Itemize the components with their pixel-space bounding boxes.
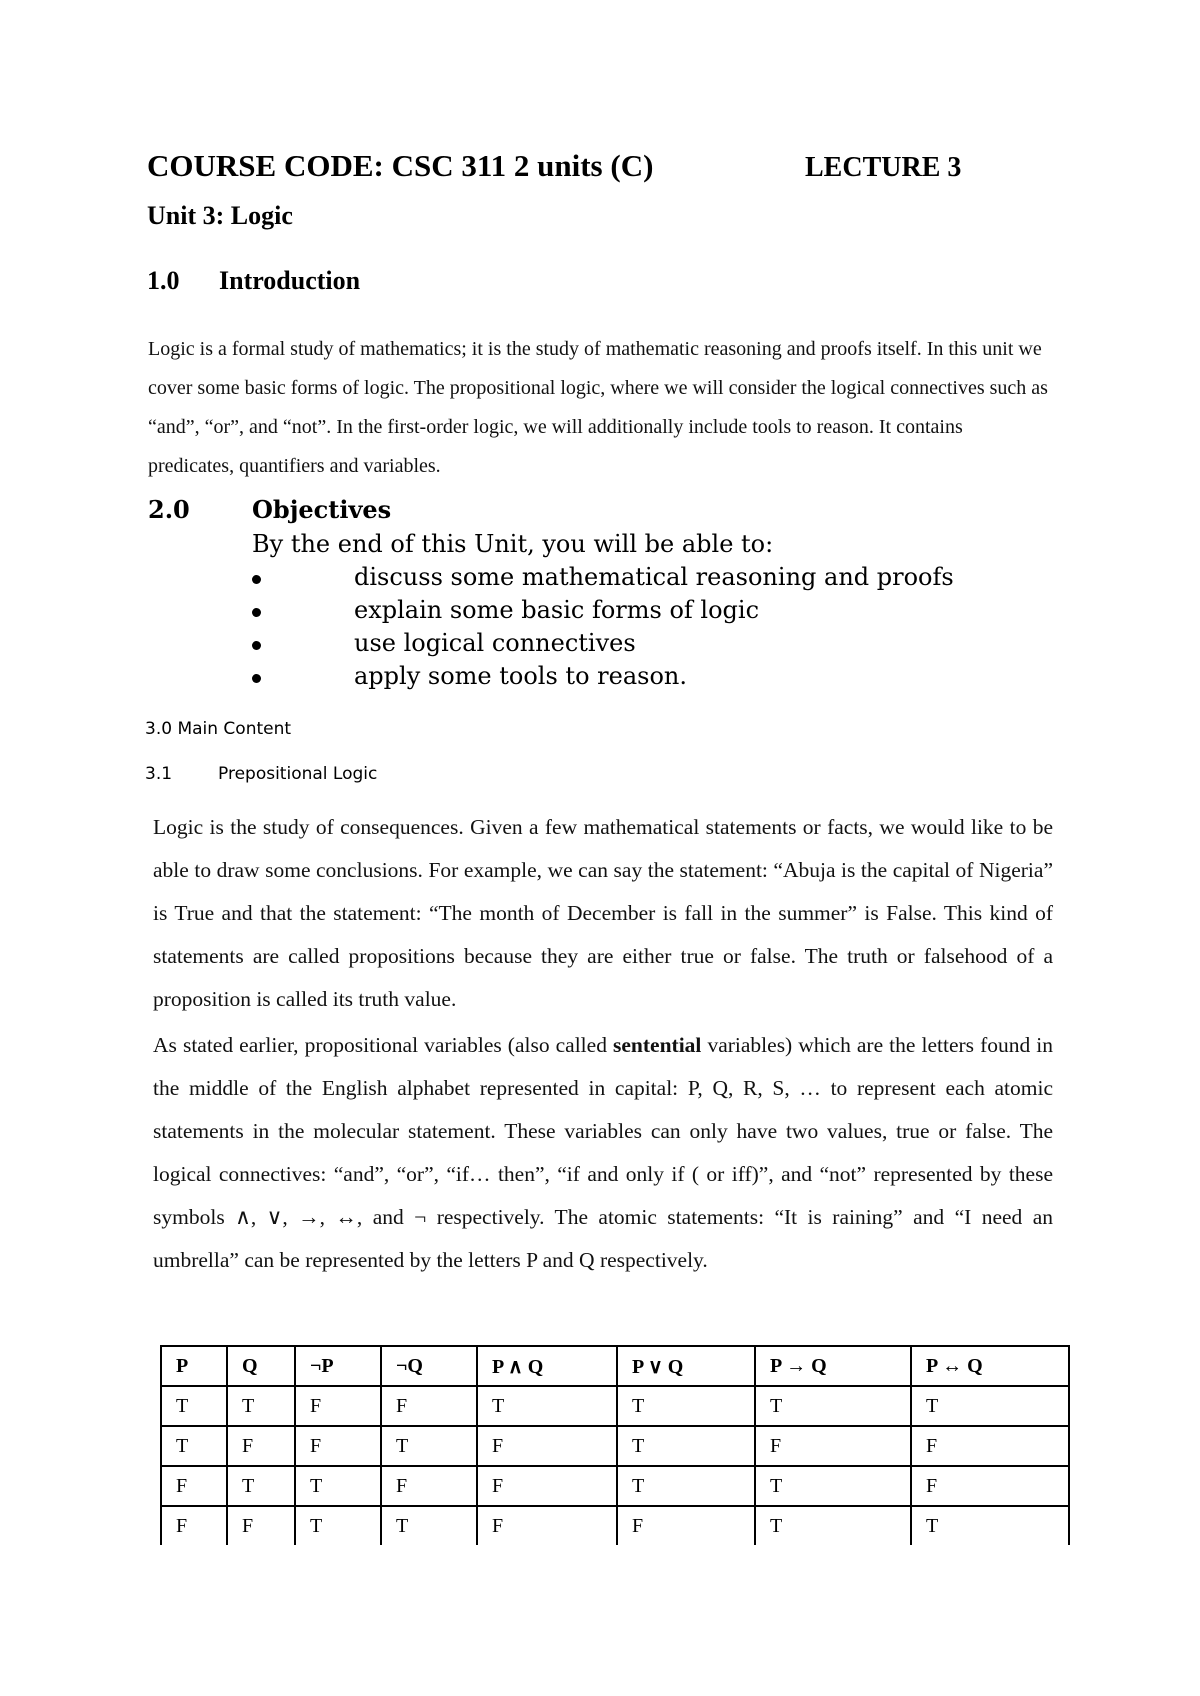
- table-row: [161, 1466, 1069, 1506]
- propositions-paragraph: Logic is the study of consequences. Given a few mathematical statements or facts, we would like to be able to draw some conclusions. For example, we can say the statement: “Abuja is the capital of Nigeria” is True and that the statement: “The month of December is fall in the summer” is False. This kind of statements are called propositions because they are either true or false. The truth or falsehood of a proposition is called its truth value.: [153, 815, 1053, 1011]
- table-cell: T: [911, 1506, 1069, 1545]
- introduction-paragraph: Logic is a formal study of mathematics; it is the study of mathematic reasoning and proofs itself. In this unit we cover some basic forms of logic. The propositional logic, where we will consider the logical connectives such as “and”, “or”, and “not”. In the first-order logic, we will additionally include tools to reason. It contains predicates, quantifiers and variables.: [148, 338, 1048, 477]
- table-cell: T: [755, 1506, 911, 1545]
- objective-text: apply some tools to reason.: [354, 662, 687, 690]
- section-title: Objectives: [252, 495, 392, 524]
- lecture-label: LECTURE 3: [805, 152, 962, 183]
- table-cell: F: [477, 1466, 617, 1506]
- table-cell: T: [617, 1426, 755, 1466]
- table-cell: T: [227, 1386, 295, 1426]
- table-cell: F: [227, 1426, 295, 1466]
- objective-item: [252, 660, 1048, 693]
- bullet-icon: [252, 608, 261, 617]
- objectives-section: [148, 493, 1048, 693]
- table-row: [161, 1386, 1069, 1426]
- unit-title: Unit 3: Logic: [147, 201, 293, 230]
- table-cell: F: [381, 1466, 477, 1506]
- propositional-logic-heading: [145, 764, 377, 784]
- section-number: 2.0: [148, 495, 190, 524]
- bullet-icon: [252, 674, 261, 683]
- objective-text: discuss some mathematical reasoning and proofs: [354, 563, 954, 591]
- table-cell: F: [161, 1466, 227, 1506]
- table-cell: T: [755, 1466, 911, 1506]
- paragraph-text: As stated earlier, propositional variables (also called: [153, 1033, 614, 1057]
- objectives-heading: [148, 493, 1048, 527]
- column-header: P ∨ Q: [617, 1346, 755, 1386]
- column-header: P ↔ Q: [911, 1346, 1069, 1386]
- course-code: COURSE CODE: CSC 311 2 units (C): [147, 148, 654, 183]
- column-header: P ∧ Q: [477, 1346, 617, 1386]
- section-number: 3.1: [145, 764, 173, 784]
- table-cell: T: [161, 1426, 227, 1466]
- table-cell: F: [161, 1506, 227, 1545]
- table-cell: T: [227, 1466, 295, 1506]
- bullet-icon: [252, 575, 261, 584]
- objective-item: [252, 627, 1048, 660]
- objectives-list: [148, 561, 1048, 693]
- table-cell: T: [381, 1506, 477, 1545]
- introduction-heading: [147, 266, 360, 296]
- table-cell: T: [161, 1386, 227, 1426]
- main-content-heading: 3.0 Main Content: [145, 719, 292, 739]
- table-cell: F: [911, 1426, 1069, 1466]
- table-cell: T: [911, 1386, 1069, 1426]
- objective-text: use logical connectives: [354, 629, 636, 657]
- table-cell: F: [755, 1426, 911, 1466]
- objective-item: [252, 594, 1048, 627]
- table-cell: F: [911, 1466, 1069, 1506]
- objective-text: explain some basic forms of logic: [354, 596, 760, 624]
- table-cell: T: [295, 1466, 381, 1506]
- table-cell: F: [295, 1386, 381, 1426]
- table-cell: F: [227, 1506, 295, 1545]
- bold-term: sentential: [613, 1033, 702, 1057]
- column-header: Q: [227, 1346, 295, 1386]
- table-cell: T: [381, 1426, 477, 1466]
- table-cell: F: [617, 1506, 755, 1545]
- paragraph-text: variables) which are the letters found in the middle of the English alphabet represented in capital: P, Q, R, S, … to represent each atomic statements in the molecular statement. These variables can only have two values, true or false. The logical connectives: “and”, “or”, “if… then”, “if and only if ( or iff)”, and “not” represented by these symbols ∧, ∨, →, ↔, and ¬ respectively. The atomic statements: “It is raining” and “I need an umbrella” can be represented by the letters P and Q respectively.: [153, 1033, 1054, 1272]
- table-cell: T: [617, 1466, 755, 1506]
- column-header: ¬Q: [381, 1346, 477, 1386]
- table-cell: F: [381, 1386, 477, 1426]
- objectives-intro: By the end of this Unit, you will be able to:: [252, 530, 774, 558]
- objective-item: [252, 561, 1048, 594]
- section-title: Introduction: [219, 266, 361, 295]
- table-row: [161, 1506, 1069, 1545]
- table-row: [161, 1426, 1069, 1466]
- table-cell: F: [477, 1506, 617, 1545]
- table-cell: T: [477, 1386, 617, 1426]
- column-header: P: [161, 1346, 227, 1386]
- section-title: Prepositional Logic: [218, 764, 378, 784]
- table-cell: T: [617, 1386, 755, 1426]
- section-number: 1.0: [147, 266, 180, 295]
- bullet-icon: [252, 641, 261, 650]
- table-header-row: [161, 1346, 1069, 1386]
- table-cell: T: [755, 1386, 911, 1426]
- variables-paragraph: [153, 1024, 1053, 1282]
- table-cell: F: [477, 1426, 617, 1466]
- table-cell: F: [295, 1426, 381, 1466]
- truth-table: [160, 1345, 1070, 1545]
- column-header: ¬P: [295, 1346, 381, 1386]
- table-cell: T: [295, 1506, 381, 1545]
- column-header: P → Q: [755, 1346, 911, 1386]
